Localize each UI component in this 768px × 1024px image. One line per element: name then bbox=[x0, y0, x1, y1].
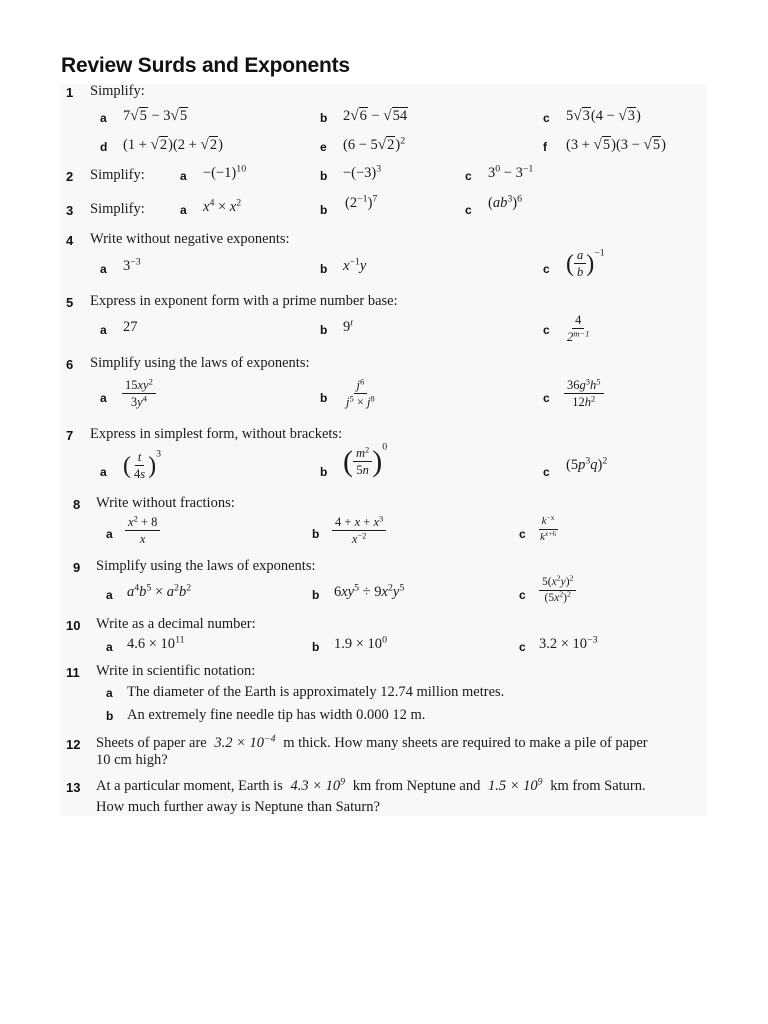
part-label: b bbox=[320, 391, 328, 405]
part-label: f bbox=[543, 140, 547, 154]
question-number: 10 bbox=[66, 618, 81, 633]
part-label: c bbox=[543, 465, 550, 479]
question-text-line2: How much further away is Neptune than Saturn? bbox=[96, 799, 380, 815]
question-prompt: Simplify using the laws of exponents: bbox=[96, 558, 316, 574]
text-segment: km from Saturn. bbox=[550, 778, 646, 794]
part-label: b bbox=[312, 640, 320, 654]
math-expression: (3 + √5)(3 − √5) bbox=[566, 136, 666, 153]
text-segment: km from Neptune and bbox=[352, 778, 481, 794]
math-expression: $\frac{j^6}{j^5 \times j^8}$ bbox=[346, 376, 375, 410]
part-label: a bbox=[100, 111, 107, 125]
math-expression: $1.9 \times 10^0$ bbox=[334, 634, 387, 652]
part-label: a bbox=[180, 169, 187, 183]
part-text: The diameter of the Earth is approximately 12.74 million metres. bbox=[127, 684, 505, 700]
math-expression: $3.2 \times 10^{-3}$ bbox=[539, 634, 598, 652]
part-label: c bbox=[465, 203, 472, 217]
math-expression: ( $\frac{m^2}{5n}$ )$^0$ bbox=[343, 441, 388, 478]
math-expression: $a^4b^5 \times a^2b^2$ bbox=[127, 582, 192, 600]
part-label: b bbox=[312, 588, 320, 602]
part-label: c bbox=[519, 588, 526, 602]
question-number: 11 bbox=[66, 665, 80, 680]
part-label: a bbox=[106, 686, 113, 700]
part-label: a bbox=[180, 203, 187, 217]
question-prompt: Simplify: bbox=[90, 167, 145, 183]
part-label: b bbox=[320, 465, 328, 479]
math-expression: $3^0 - 3^{-1}$ bbox=[488, 163, 534, 181]
question-prompt: Simplify using the laws of exponents: bbox=[90, 355, 310, 371]
math-expression: $-(-3)^3$ bbox=[343, 163, 382, 181]
question-prompt: Write in scientific notation: bbox=[96, 663, 256, 679]
math-expression: $4.6 \times 10^{11}$ bbox=[127, 634, 185, 652]
part-label: c bbox=[519, 640, 526, 654]
question-text: Sheets of paper are $3.2 \times 10^{-4}$ m thick. How many sheets are required to make a pile of paper bbox=[96, 733, 648, 751]
math-expression: 9$^t$ bbox=[343, 317, 353, 335]
math-expression: 5√3(4 − √3) bbox=[566, 107, 641, 124]
math-expression: (1 + √2)(2 + √2) bbox=[123, 136, 223, 153]
math-expression: $\frac{k^{-x}}{k^{x+6}}$ bbox=[540, 512, 557, 543]
math-expression: ( $\frac{t}{4s}$ )$^3$ bbox=[123, 448, 162, 482]
question-prompt: Write without negative exponents: bbox=[90, 231, 290, 247]
part-label: b bbox=[106, 709, 114, 723]
question-number: 13 bbox=[66, 780, 81, 795]
part-label: e bbox=[320, 140, 327, 154]
text-segment: m thick. How many sheets are required to make a pile of paper bbox=[283, 735, 648, 751]
part-label: a bbox=[106, 588, 113, 602]
part-label: a bbox=[106, 527, 113, 541]
part-label: c bbox=[543, 323, 550, 337]
question-number: 12 bbox=[66, 737, 81, 752]
question-number: 7 bbox=[66, 428, 74, 443]
math-expression: $\frac{15xy^2}{3y^4}$ bbox=[122, 378, 156, 410]
math-expression: $(ab^3)^6$ bbox=[488, 193, 523, 211]
part-label: b bbox=[320, 262, 328, 276]
math-expression: 27 bbox=[123, 319, 138, 335]
math-expression: $\frac{5(x^2y)^2}{(5x^2)^2}$ bbox=[539, 576, 576, 605]
math-expression: $-(-1)^{10}$ bbox=[203, 163, 247, 181]
part-label: b bbox=[320, 169, 328, 183]
question-text: At a particular moment, Earth is $4.3 \times 10^9$ km from Neptune and $1.5 \times 10^9$ km from Saturn. bbox=[96, 776, 646, 794]
part-label: a bbox=[100, 262, 107, 276]
part-label: d bbox=[100, 140, 108, 154]
question-prompt: Express in simplest form, without brackets: bbox=[90, 426, 343, 442]
math-expression: $\frac{4 + x + x^3}{x^{-2}}$ bbox=[332, 515, 386, 547]
text-segment: Sheets of paper are bbox=[96, 735, 207, 751]
question-prompt: Write without fractions: bbox=[96, 495, 235, 511]
math-expression: $3^{-3}$ bbox=[123, 256, 141, 274]
part-label: a bbox=[100, 391, 107, 405]
math-expression: $(6 - 5√2)^2$ bbox=[343, 135, 406, 153]
math-expression: $\frac{x^2 + 8}{x}$ bbox=[125, 515, 160, 547]
part-label: b bbox=[320, 203, 328, 217]
part-label: a bbox=[100, 323, 107, 337]
math-expression: $(2^{-1})^7$ bbox=[345, 193, 378, 211]
question-number: 2 bbox=[66, 169, 74, 184]
part-text: An extremely fine needle tip has width 0.000 12 m. bbox=[127, 707, 426, 723]
question-number: 4 bbox=[66, 233, 74, 248]
part-label: c bbox=[543, 262, 550, 276]
part-label: c bbox=[519, 527, 526, 541]
text-segment: At a particular moment, Earth is bbox=[96, 778, 283, 794]
part-label: c bbox=[465, 169, 472, 183]
math-expression: $\frac{4}{2^{m-1}}$ bbox=[567, 313, 590, 345]
question-number: 3 bbox=[66, 203, 74, 218]
question-number: 6 bbox=[66, 357, 74, 372]
math-expression: ( $\frac{a}{b}$ )$^{-1}$ bbox=[566, 247, 605, 280]
part-label: a bbox=[106, 640, 113, 654]
math-expression: $\frac{36g^3h^5}{12h^2}$ bbox=[564, 378, 604, 410]
part-label: b bbox=[320, 323, 328, 337]
question-prompt: Write as a decimal number: bbox=[96, 616, 256, 632]
part-label: b bbox=[320, 111, 328, 125]
part-label: c bbox=[543, 391, 550, 405]
math-expression: $x^4 \times x^2$ bbox=[203, 197, 242, 215]
part-label: a bbox=[100, 465, 107, 479]
question-text-line2: 10 cm high? bbox=[96, 752, 168, 768]
question-number: 5 bbox=[66, 295, 74, 310]
question-number: 8 bbox=[73, 497, 81, 512]
question-prompt: Simplify: bbox=[90, 201, 145, 217]
page-title: Review Surds and Exponents bbox=[61, 54, 350, 77]
question-prompt: Express in exponent form with a prime number base: bbox=[90, 293, 398, 309]
question-prompt: Simplify: bbox=[90, 83, 145, 99]
math-expression: 2√6 − √54 bbox=[343, 107, 408, 124]
question-number: 9 bbox=[73, 560, 81, 575]
math-expression: $x^{-1}y$ bbox=[343, 256, 367, 274]
part-label: c bbox=[543, 111, 550, 125]
part-label: b bbox=[312, 527, 320, 541]
math-expression: $(5p^3q)^2$ bbox=[566, 455, 608, 473]
question-number: 1 bbox=[66, 85, 74, 100]
math-expression: $6xy^5 \div 9x^2y^5$ bbox=[334, 582, 405, 600]
math-expression: 7√5 − 3√5 bbox=[123, 107, 188, 124]
